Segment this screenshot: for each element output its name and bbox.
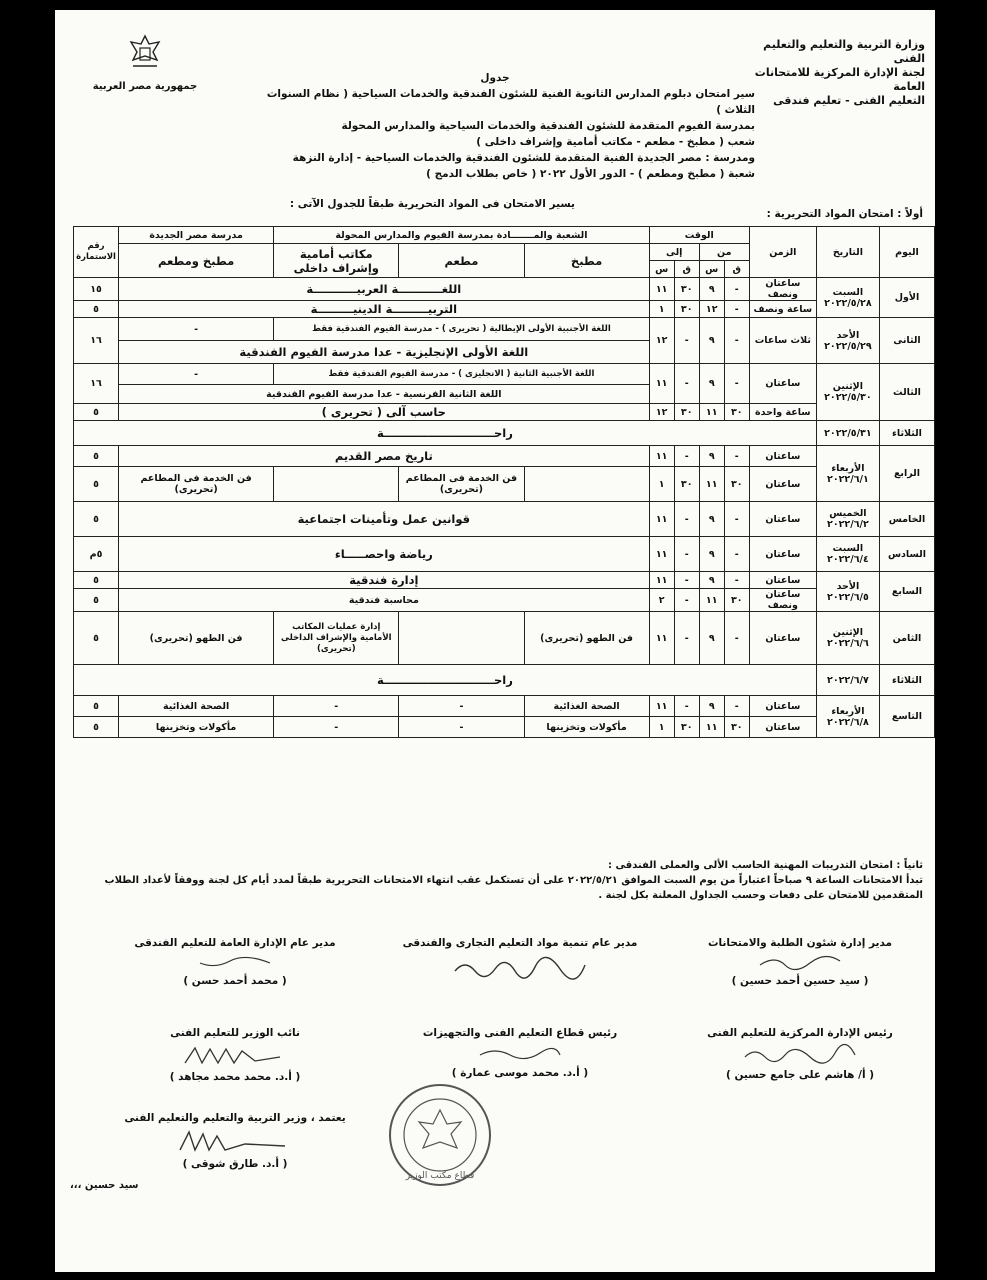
signature-scribble-icon	[450, 953, 590, 981]
cell-to-q: -	[674, 696, 699, 717]
cell-masr: الصحة الغذائية	[119, 696, 274, 717]
header-front-office: مكاتب أمامية وإشراف داخلى	[274, 244, 399, 278]
cell-grade: ٥	[74, 446, 119, 467]
cell-from-q: ٣٠	[724, 589, 749, 612]
cell-subject-a: اللغة الأجنبية الأولى الإيطالية ( تحريرى ) - مدرسة الفيوم الفندقية فقط	[274, 318, 649, 341]
cell-to-s: ١٢	[649, 404, 674, 421]
cell-kitchen: الصحة الغذائية	[524, 696, 649, 717]
table-row	[74, 717, 935, 738]
cell-subject-b: اللغة الأولى الإنجليزية - عدا مدرسة الفيوم الفندقية	[119, 341, 650, 364]
title-line-5: شعبة ( مطبخ ومطعم ) - الدور الأول ٢٠٢٢ ( خاص بطلاب الدمج )	[426, 168, 755, 180]
header-time: الوقت	[649, 227, 749, 244]
ministry-line-2: لجنة الإدارة المركزية للامتحانات العامة	[754, 66, 925, 93]
cell-from-q: -	[724, 278, 749, 301]
cell-to-q: -	[674, 612, 699, 665]
cell-to-q: -	[674, 318, 699, 364]
cell-grade: ١٥	[74, 278, 119, 301]
table-row	[74, 318, 935, 341]
cell-from-s: ٩	[699, 696, 724, 717]
header-from: من	[699, 244, 749, 261]
signature-scribble-icon	[755, 953, 845, 971]
cell-from-s: ٩	[699, 278, 724, 301]
table-header-row	[74, 227, 935, 244]
footer-notes	[73, 858, 923, 903]
cell-duration: ساعتان ونصف	[749, 278, 816, 301]
cell-day: التاسع	[879, 696, 934, 738]
cell-to-s: ١١	[649, 446, 674, 467]
cell-duration: ساعتان	[749, 612, 816, 665]
cell-duration: ساعتان	[749, 364, 816, 404]
cell-subject: محاسبة فندقية	[119, 589, 650, 612]
ministry-header	[735, 38, 925, 108]
cell-to-q: -	[674, 502, 699, 537]
cell-to-q: ٣٠	[674, 467, 699, 502]
cell-to-q: -	[674, 446, 699, 467]
cell-grade: ٥م	[74, 537, 119, 572]
cell-day: الثانى	[879, 318, 934, 364]
cell-duration: ساعتان	[749, 537, 816, 572]
cell-from-q: -	[724, 318, 749, 364]
signature-role: مدير عام الإدارة العامة للتعليم الفندقى	[134, 937, 336, 949]
cell-from-s: ١٢	[699, 301, 724, 318]
cell-duration: ساعة واحدة	[749, 404, 816, 421]
cell-duration: ساعة ونصف	[749, 301, 816, 318]
header-day: اليوم	[879, 227, 934, 278]
cell-to-s: ١١	[649, 572, 674, 589]
signature-role: رئيس الإدارة المركزية للتعليم الفنى	[707, 1027, 893, 1039]
title-line-3: شعب ( مطبخ - مطعم - مكاتب أمامية وإشراف داخلى )	[476, 136, 755, 148]
table-row	[74, 696, 935, 717]
cell-grade: ٥	[74, 502, 119, 537]
cell-date: الأربعاء ٢٠٢٢/٦/٨	[816, 696, 879, 738]
header-grade: رقم الاستمارة	[74, 227, 119, 278]
signature-name: ( أ.د. محمد موسى عمارة )	[451, 1067, 589, 1079]
cell-from-q: -	[724, 572, 749, 589]
header-from-q: ق	[724, 261, 749, 278]
cell-subject-a: اللغة الأجنبية الثانية ( الانجليزى ) - مدرسة الفيوم الفندقية فقط	[274, 364, 649, 385]
cell-date: السبت ٢٠٢٢/٦/٤	[816, 537, 879, 572]
country-header	[85, 32, 205, 92]
table-row	[74, 572, 935, 589]
signature-scribble-icon	[180, 1043, 290, 1067]
intro-text: يسير الامتحان فى المواد التحريرية طبقاً للجدول الآتى :	[289, 198, 575, 210]
cell-kitchen: فن الطهو (تحريرى)	[524, 612, 649, 665]
cell-to-s: ١١	[649, 502, 674, 537]
table-row	[74, 467, 935, 502]
cell-to-q: ٣٠	[674, 717, 699, 738]
table-row	[74, 278, 935, 301]
cell-date: الإثنين ٢٠٢٢/٦/٦	[816, 612, 879, 665]
official-stamp-icon	[385, 1080, 495, 1190]
title-block	[235, 70, 755, 182]
cell-restaurant: فن الخدمة فى المطاعم (تحريرى)	[399, 467, 524, 502]
section1-title: أولاً : امتحان المواد التحريرية :	[766, 208, 923, 220]
signature-scribble-icon	[740, 1043, 860, 1065]
cell-grade: ٥	[74, 589, 119, 612]
cell-duration: ساعتان	[749, 502, 816, 537]
cell-subject-b: اللغة الثانية الفرنسية - عدا مدرسة الفيوم الفندقية	[119, 385, 650, 404]
header-to: إلى	[649, 244, 699, 261]
cell-duration: ساعتان	[749, 717, 816, 738]
cell-from-q: -	[724, 301, 749, 318]
header-branch-group: الشعبة والمـــــــادة بمدرسة الفيوم والمدارس المحولة	[274, 227, 649, 244]
cell-restaurant	[399, 612, 524, 665]
cell-from-q: ٣٠	[724, 467, 749, 502]
cell-from-q: -	[724, 446, 749, 467]
header-to-s: س	[649, 261, 674, 278]
header-date: التاريخ	[816, 227, 879, 278]
cell-subject: اللغـــــــــــة العربيـــــــــــة	[119, 278, 650, 301]
cell-grade: ٥	[74, 404, 119, 421]
cell-grade: ٥	[74, 696, 119, 717]
cell-to-q: -	[674, 572, 699, 589]
cell-front-office	[274, 467, 399, 502]
signature-role: مدير إدارة شئون الطلبة والامتحانات	[707, 937, 893, 949]
signature-name: ( محمد أحمد حسن )	[183, 975, 287, 987]
cell-masr: -	[119, 318, 274, 341]
cell-from-q: ٣٠	[724, 404, 749, 421]
signature-scribble-icon	[475, 1043, 565, 1063]
cell-to-q: -	[674, 364, 699, 404]
cell-date: السبت ٢٠٢٢/٥/٢٨	[816, 278, 879, 318]
cell-from-s: ٩	[699, 572, 724, 589]
cell-date: الأربعاء ٢٠٢٢/٦/١	[816, 446, 879, 502]
cell-from-s: ١١	[699, 404, 724, 421]
signature-name: ( أ.د. طارق شوقى )	[182, 1158, 288, 1170]
header-masr-school: مدرسة مصر الجديدة	[119, 227, 274, 244]
signature-block	[390, 935, 650, 983]
cell-duration: ساعتان	[749, 467, 816, 502]
cell-from-q: -	[724, 696, 749, 717]
cell-restaurant: -	[399, 696, 524, 717]
exam-schedule-table	[73, 226, 935, 738]
cell-masr: مأكولات وتخزينها	[119, 717, 274, 738]
cell-to-s: ١١	[649, 278, 674, 301]
cell-day: الخامس	[879, 502, 934, 537]
cell-front-office: -	[274, 696, 399, 717]
cell-subject: إدارة فندقية	[119, 572, 650, 589]
cell-subject: التربيـــــــــة الدينيـــــــــة	[119, 301, 650, 318]
cell-subject: حاسب آلى ( تحريرى )	[119, 404, 650, 421]
cell-to-s: ١١	[649, 696, 674, 717]
cell-from-q: -	[724, 612, 749, 665]
header-restaurant: مطعم	[399, 244, 524, 278]
cell-day: الثلاثاء	[879, 665, 934, 696]
cell-date: الأحد ٢٠٢٢/٥/٢٩	[816, 318, 879, 364]
signature-scribble-icon	[195, 953, 275, 971]
eagle-emblem-icon	[123, 32, 167, 74]
cell-to-q: ٣٠	[674, 301, 699, 318]
header-kitchen: مطبخ	[524, 244, 649, 278]
table-row	[74, 537, 935, 572]
cell-to-s: ١	[649, 717, 674, 738]
cell-to-s: ١	[649, 467, 674, 502]
section2-text: تبدأ الامتحانات الساعة ٩ صباحاً اعتباراً من يوم السبت الموافق ٢٠٢٢/٥/٢١ على أن تستكمل عقب انتهاء الامتحانات التحريرية طبقاً لمدد أيام كل لجنة ووفقاً لأعداد الطلاب المتقدمين للامتحان على دفعات وحسب الجداول المعلنة بكل لجنة .	[104, 875, 923, 901]
section2-title: ثانياً : امتحان التدريبات المهنية الحاسب الألى والعملى الفندقى :	[608, 860, 923, 871]
title-line-2: بمدرسة الفيوم المتقدمة للشئون الفندقية والخدمات السياحية والمدارس المحولة	[341, 120, 755, 132]
cell-to-s: ١٢	[649, 318, 674, 364]
signature-block	[105, 1025, 365, 1085]
cell-date: الإثنين ٢٠٢٢/٥/٣٠	[816, 364, 879, 421]
cell-from-q: -	[724, 537, 749, 572]
cell-grade: ٥	[74, 572, 119, 589]
cell-kitchen: مأكولات وتخزينها	[524, 717, 649, 738]
cell-from-s: ٩	[699, 502, 724, 537]
cell-day: الثلاثاء	[879, 421, 934, 446]
cell-rest: راحــــــــــــــــــــــــــــة	[74, 421, 817, 446]
cell-grade: ٥	[74, 467, 119, 502]
cell-subject: قوانين عمل وتأمينات اجتماعية	[119, 502, 650, 537]
cell-grade: ١٦	[74, 318, 119, 364]
cell-day: الرابع	[879, 446, 934, 502]
cell-duration: ساعتان	[749, 696, 816, 717]
signature-block	[670, 1025, 930, 1083]
cell-from-s: ٩	[699, 537, 724, 572]
ministry-line-3: التعليم الفنى - تعليم فندقى	[773, 94, 925, 107]
cell-from-s: ١١	[699, 467, 724, 502]
header-to-q: ق	[674, 261, 699, 278]
cell-to-s: ١١	[649, 364, 674, 404]
cell-day: الأول	[879, 278, 934, 318]
signature-block	[670, 935, 930, 989]
signature-name: ( أ/ هاشم على جامع حسين )	[726, 1069, 874, 1081]
cell-from-q: -	[724, 502, 749, 537]
signature-block	[105, 935, 365, 989]
cell-to-q: -	[674, 537, 699, 572]
cell-restaurant: -	[399, 717, 524, 738]
cell-masr: فن الطهو (تحريرى)	[119, 612, 274, 665]
header-kitchen-restaurant: مطبخ ومطعم	[119, 244, 274, 278]
cell-date: ٢٠٢٢/٥/٣١	[816, 421, 879, 446]
cell-duration: ساعتان	[749, 446, 816, 467]
cell-from-q: ٣٠	[724, 717, 749, 738]
signature-scribble-icon	[175, 1128, 295, 1154]
cell-rest: راحــــــــــــــــــــــــــــة	[74, 665, 817, 696]
cell-subject: رياضة واحصـــــاء	[119, 537, 650, 572]
cell-from-s: ١١	[699, 717, 724, 738]
table-row	[74, 364, 935, 385]
cell-grade: ١٦	[74, 364, 119, 404]
cell-from-s: ٩	[699, 446, 724, 467]
document-page	[55, 10, 935, 1272]
table-row	[74, 665, 935, 696]
table-row	[74, 589, 935, 612]
title-line-4: ومدرسة : مصر الجديدة الفنية المتقدمة للشئون الفندقية والخدمات السياحية - إدارة النزهة	[292, 152, 755, 164]
table-row	[74, 404, 935, 421]
cell-front-office: إدارة عمليات المكاتب الأمامية والإشراف الداخلى (تحريرى)	[274, 612, 399, 665]
table-row	[74, 421, 935, 446]
cell-duration: ساعتان ونصف	[749, 589, 816, 612]
cell-kitchen	[524, 467, 649, 502]
cell-from-s: ٩	[699, 318, 724, 364]
cell-duration: ثلاث ساعات	[749, 318, 816, 364]
table-row	[74, 446, 935, 467]
cell-masr: -	[119, 364, 274, 385]
stamp-text: قطاع مكتب الوزير	[405, 1171, 475, 1181]
cell-grade: ٥	[74, 717, 119, 738]
cell-day: السابع	[879, 572, 934, 612]
cell-date: الأحد ٢٠٢٢/٦/٥	[816, 572, 879, 612]
cell-to-q: ٣٠	[674, 404, 699, 421]
cell-date: الخميس ٢٠٢٢/٦/٢	[816, 502, 879, 537]
cell-day: السادس	[879, 537, 934, 572]
cell-from-s: ٩	[699, 612, 724, 665]
ministry-line-1: وزارة التربية والتعليم والتعليم الفنى	[763, 38, 925, 65]
signature-role: رئيس قطاع التعليم الفنى والتجهيزات	[422, 1027, 618, 1039]
cell-grade: ٥	[74, 301, 119, 318]
header-duration: الزمن	[749, 227, 816, 278]
cell-duration: ساعتان	[749, 572, 816, 589]
cell-to-s: ١١	[649, 537, 674, 572]
cell-to-s: ١١	[649, 612, 674, 665]
table-row	[74, 612, 935, 665]
signature-role: يعتمد ، وزير التربية والتعليم والتعليم الفنى	[124, 1112, 346, 1124]
cell-to-s: ١	[649, 301, 674, 318]
cell-grade: ٥	[74, 612, 119, 665]
title-line-1: سير امتحان دبلوم المدارس الثانوية الفنية للشئون الفندقية والخدمات السياحية ( نظام السنوات الثلاث )	[266, 88, 755, 116]
cell-front-office: -	[274, 717, 399, 738]
country-name: جمهورية مصر العربية	[92, 81, 198, 92]
cell-to-s: ٢	[649, 589, 674, 612]
cell-from-s: ٩	[699, 364, 724, 404]
cell-from-s: ١١	[699, 589, 724, 612]
bottom-note: سيد حسين ،،،	[70, 1180, 139, 1191]
cell-date: ٢٠٢٢/٦/٧	[816, 665, 879, 696]
signature-name: ( أ.د. محمد محمد مجاهد )	[169, 1071, 301, 1083]
signature-role: مدير عام تنمية مواد التعليم التجارى والفندقى	[402, 937, 638, 949]
cell-masr: فن الخدمة فى المطاعم (تحريرى)	[119, 467, 274, 502]
cell-from-q: -	[724, 364, 749, 404]
signature-block	[390, 1025, 650, 1081]
table-row	[74, 301, 935, 318]
title-label: جدول	[480, 72, 510, 84]
header-from-s: س	[699, 261, 724, 278]
cell-day: الثالث	[879, 364, 934, 421]
table-row	[74, 502, 935, 537]
cell-day: الثامن	[879, 612, 934, 665]
cell-to-q: ٣٠	[674, 278, 699, 301]
cell-subject: تاريخ مصر القديم	[119, 446, 650, 467]
signature-role: نائب الوزير للتعليم الفنى	[170, 1027, 300, 1039]
cell-to-q: -	[674, 589, 699, 612]
signature-name: ( سيد حسين أحمد حسين )	[731, 975, 869, 987]
signature-block	[105, 1110, 365, 1172]
